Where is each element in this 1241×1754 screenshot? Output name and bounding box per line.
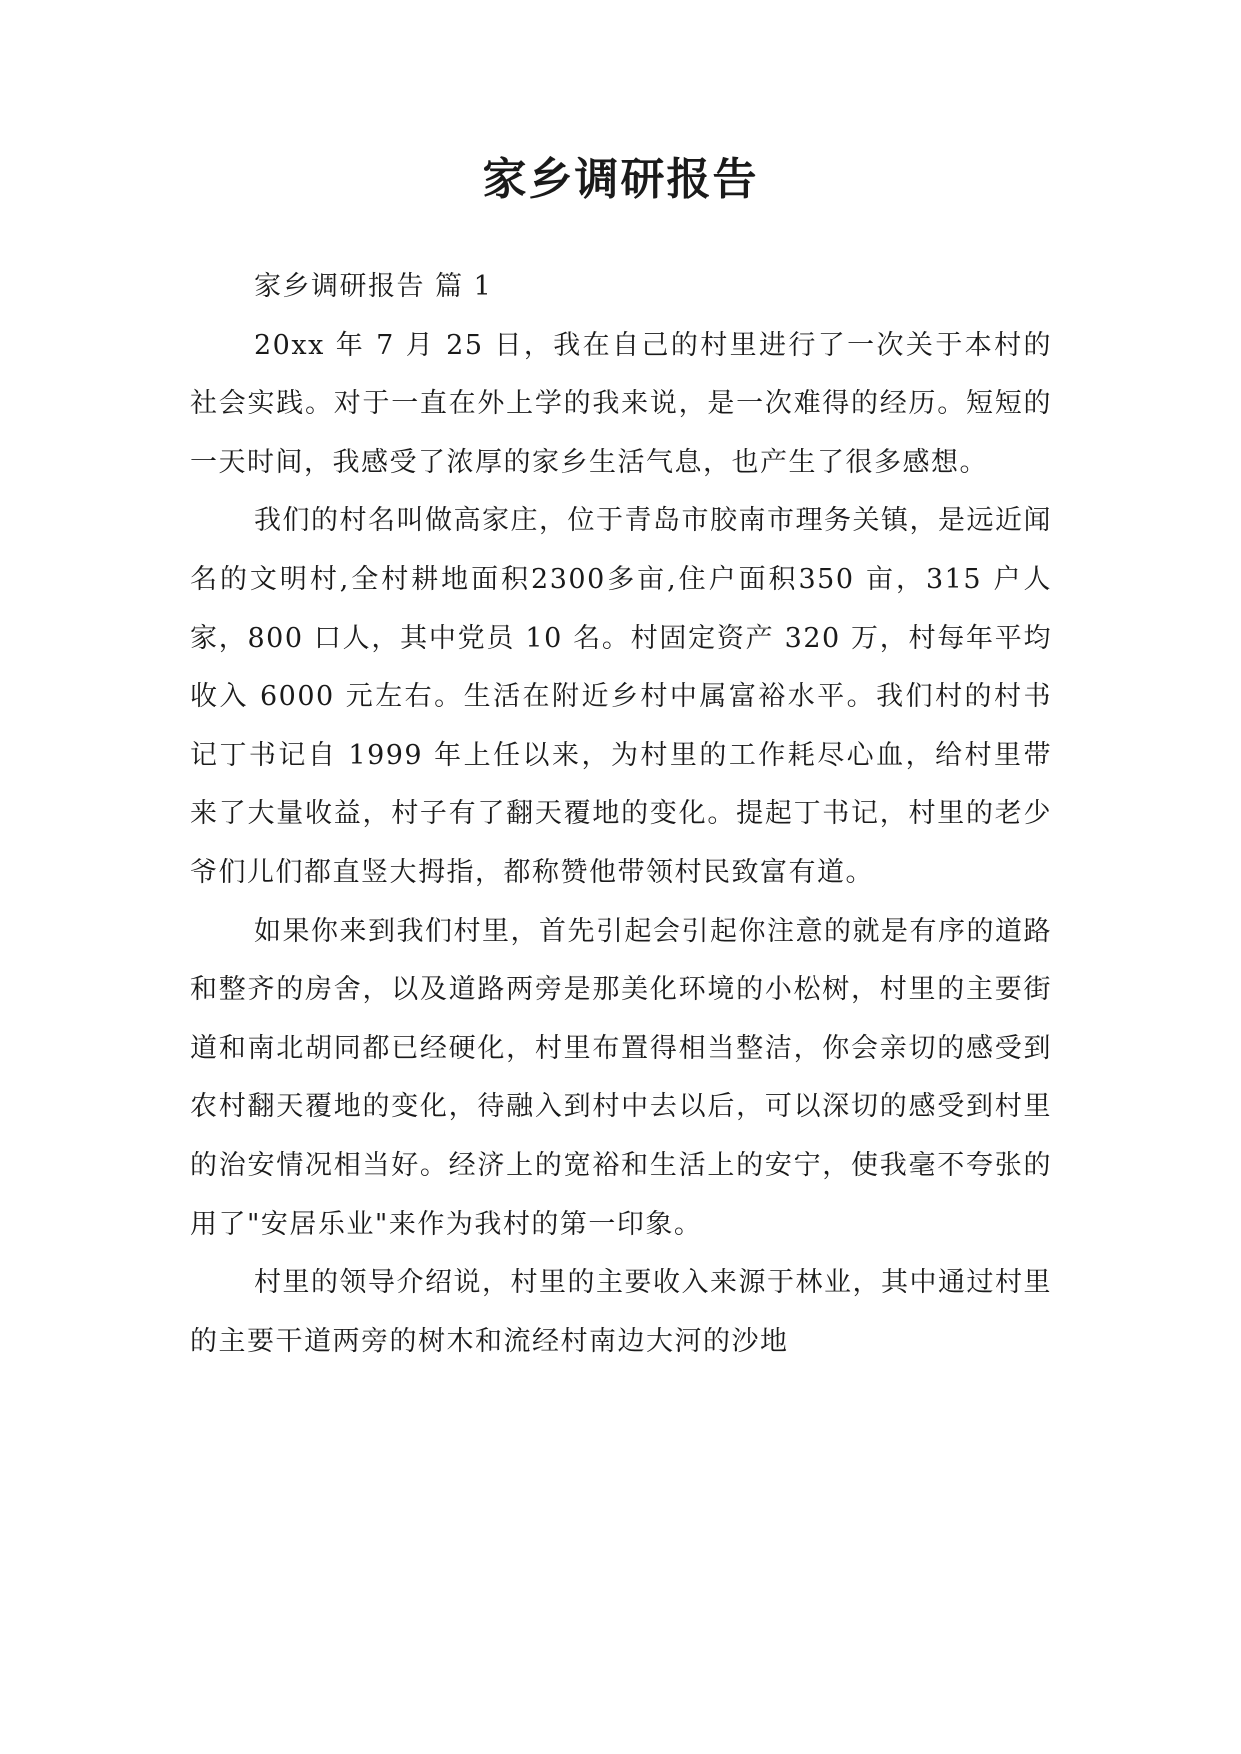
paragraph-1: 20xx 年 7 月 25 日，我在自己的村里进行了一次关于本村的社会实践。对于一直在外上学的我来说，是一次难得的经历。短短的一天时间，我感受了浓厚的家乡生活气息，也产生了很多感想。 [190,329,1052,478]
paragraph-2: 我们的村名叫做高家庄，位于青岛市胶南市理务关镇，是远近闻名的文明村,全村耕地面积2300多亩,住户面积350 亩，315 户人家，800 口人，其中党员 10 名。村固定资产 320 万，村每年平均收入 6000 元左右。生活在附近乡村中属富裕水平。我们村的村书记丁书记自 1999 年上任以来，为村里的工作耗尽心血，给村里带来了大量收益，村子有了翻天覆地的变化。提起丁书记，村里的老少爷们儿们都直竖大拇指，都称赞他带领村民致富有道。 [190,505,1052,888]
document-body [190,258,1052,1371]
paragraph-3: 如果你来到我们村里，首先引起会引起你注意的就是有序的道路和整齐的房舍，以及道路两旁是那美化环境的小松树，村里的主要街道和南北胡同都已经硬化，村里布置得相当整洁，你会亲切的感受到农村翻天覆地的变化，待融入到村中去以后，可以深切的感受到村里的治安情况相当好。经济上的宽裕和生活上的安宁，使我毫不夸张的用了"安居乐业"来作为我村的第一印象。 [190,915,1052,1240]
paragraph-4: 村里的领导介绍说，村里的主要收入来源于林业，其中通过村里的主要干道两旁的树木和流经村南边大河的沙地 [190,1267,1052,1357]
section-heading: 家乡调研报告 篇 1 [254,271,493,302]
document-title: 家乡调研报告 [482,154,759,205]
